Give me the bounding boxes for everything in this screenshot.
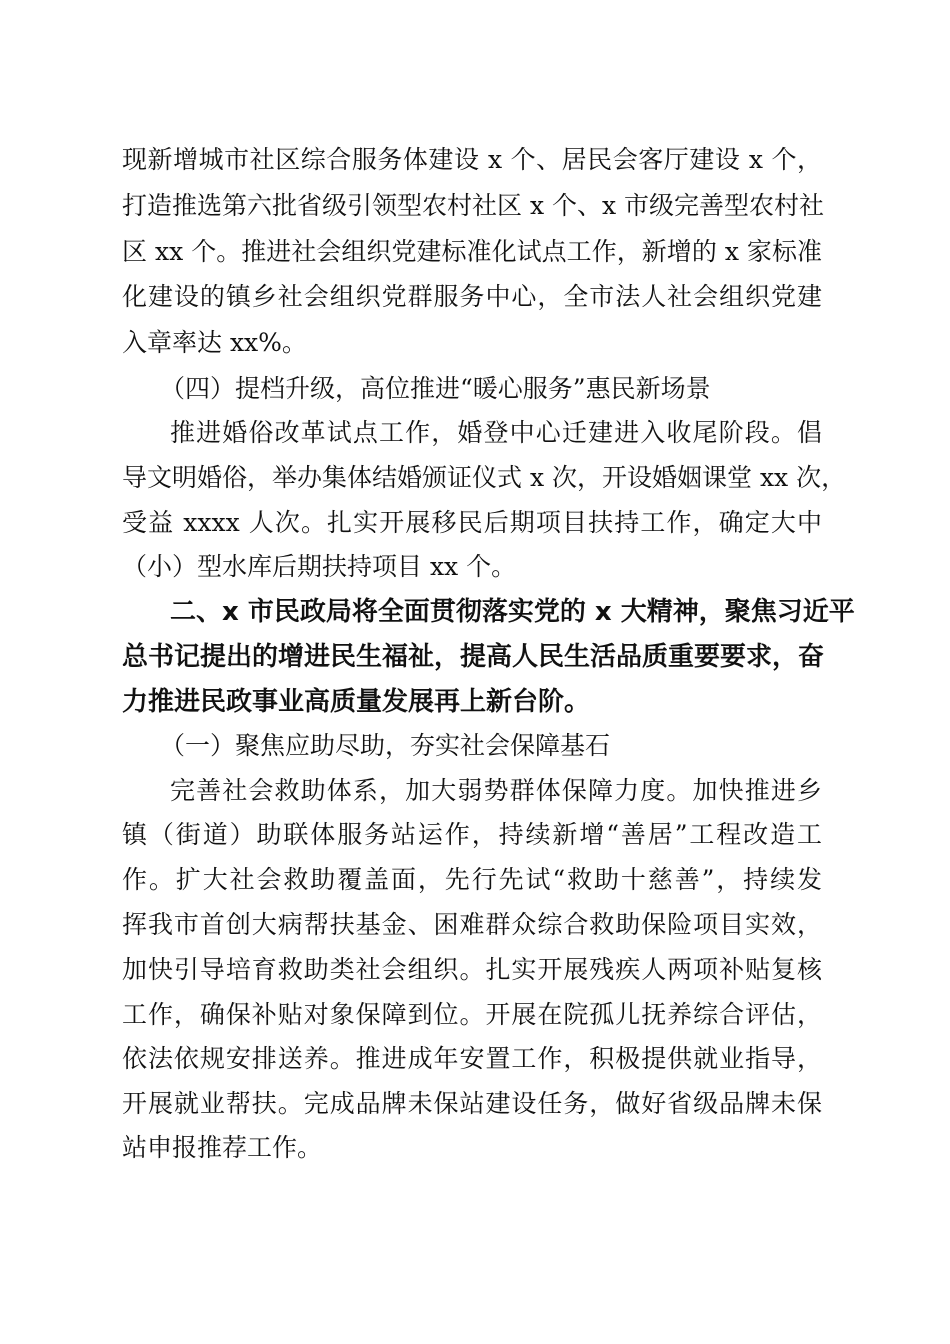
subsection-heading: （一）聚焦应助尽助，夯实社会保障基石 — [160, 731, 611, 760]
paragraph-line: 工作，确保补贴对象保障到位。开展在院孤儿抚养综合评估， — [122, 1000, 822, 1029]
paragraph-line: 站申报推荐工作。 — [122, 1133, 323, 1162]
subsection-heading: （四）提档升级，高位推进“暖心服务”惠民新场景 — [160, 374, 711, 403]
paragraph-line: 开展就业帮扶。完成品牌未保站建设任务，做好省级品牌未保 — [122, 1089, 822, 1118]
paragraph-line: 入章率达 xx%。 — [122, 328, 307, 357]
paragraph-line: 加快引导培育救助类社会组织。扎实开展残疾人两项补贴复核 — [122, 955, 822, 984]
paragraph-line: 现新增城市社区综合服务体建设 x 个、居民会客厅建设 x 个， — [122, 145, 822, 174]
paragraph-line: 作。扩大社会救助覆盖面，先行先试“救助十慈善”，持续发 — [122, 865, 822, 894]
paragraph-line: 镇（街道）助联体服务站运作，持续新增“善居”工程改造工 — [122, 820, 822, 849]
section-heading-line: 力推进民政事业高质量发展再上新台阶。 — [122, 687, 591, 717]
paragraph-line: 区 xx 个。推进社会组织党建标准化试点工作，新增的 x 家标准 — [122, 237, 822, 266]
paragraph-line: 推进婚俗改革试点工作，婚登中心迁建进入收尾阶段。倡 — [170, 418, 822, 447]
paragraph-line: 打造推选第六批省级引领型农村社区 x 个、x 市级完善型农村社 — [122, 191, 825, 220]
paragraph-line: 受益 xxxx 人次。扎实开展移民后期项目扶持工作，确定大中 — [122, 508, 822, 537]
paragraph-line: 导文明婚俗，举办集体结婚颁证仪式 x 次，开设婚姻课堂 xx 次， — [122, 463, 847, 492]
paragraph-line: 化建设的镇乡社会组织党群服务中心，全市法人社会组织党建 — [122, 282, 822, 311]
section-heading-line: 二、x 市民政局将全面贯彻落实党的 x 大精神，聚焦习近平 — [170, 597, 855, 627]
paragraph-line: 完善社会救助体系，加大弱势群体保障力度。加快推进乡 — [170, 776, 822, 805]
paragraph-line: 依法依规安排送养。推进成年安置工作，积极提供就业指导， — [122, 1044, 822, 1073]
section-heading-line: 总书记提出的增进民生福祉，提高人民生活品质重要要求，奋 — [122, 642, 825, 672]
paragraph-line: 挥我市首创大病帮扶基金、困难群众综合救助保险项目实效， — [122, 910, 822, 939]
paragraph-line: （小）型水库后期扶持项目 xx 个。 — [122, 552, 517, 581]
